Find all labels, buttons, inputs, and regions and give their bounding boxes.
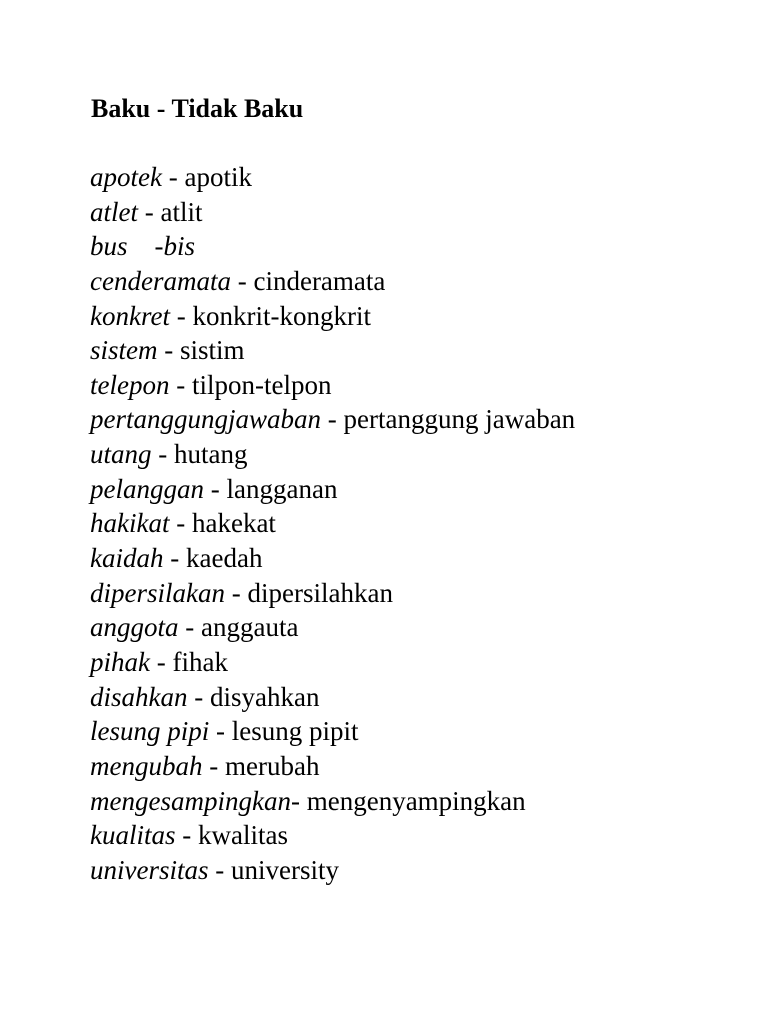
nonstandard-word: apotik xyxy=(184,162,252,192)
word-pair-row xyxy=(90,680,575,715)
separator: - xyxy=(169,300,193,331)
separator: - xyxy=(225,577,248,608)
nonstandard-word: atlit xyxy=(160,196,203,227)
standard-word: universitas xyxy=(90,854,209,885)
nonstandard-word: anggauta xyxy=(201,612,299,643)
word-pair-row xyxy=(90,645,575,680)
standard-word: pelanggan xyxy=(90,473,204,504)
word-pair-row xyxy=(90,229,575,264)
word-pair-row xyxy=(90,368,575,403)
nonstandard-word: kwalitas xyxy=(198,820,288,851)
word-pair-row xyxy=(90,195,575,230)
word-pair-row xyxy=(90,333,575,368)
separator: - xyxy=(230,265,254,296)
separator: - xyxy=(204,473,227,504)
standard-word: lesung pipi xyxy=(90,716,210,747)
separator: - xyxy=(290,785,307,816)
separator: - xyxy=(161,162,185,192)
nonstandard-word: university xyxy=(231,854,339,885)
nonstandard-word: kaedah xyxy=(186,543,263,574)
nonstandard-word: konkrit-kongkrit xyxy=(192,300,371,331)
word-pair-row xyxy=(90,264,575,299)
nonstandard-word: pertanggung jawaban xyxy=(343,404,576,435)
standard-word: hakikat xyxy=(90,508,170,539)
nonstandard-word: sistim xyxy=(180,335,245,366)
word-pair-row xyxy=(90,402,575,437)
word-pair-row xyxy=(90,818,575,853)
separator: - xyxy=(169,369,192,400)
nonstandard-word: hakekat xyxy=(191,508,276,539)
word-pair-row xyxy=(90,784,575,819)
standard-word: dipersilakan xyxy=(90,577,225,608)
separator: - xyxy=(208,854,231,885)
document-title: Baku - Tidak Baku xyxy=(91,94,304,123)
separator: - xyxy=(178,612,202,643)
standard-word: disahkan xyxy=(90,681,188,712)
separator: - xyxy=(209,716,232,747)
separator: - xyxy=(127,231,164,262)
word-pair-row xyxy=(90,714,575,749)
nonstandard-word: tilpon-telpon xyxy=(191,369,332,400)
standard-word: bus xyxy=(90,231,128,262)
word-pair-row xyxy=(90,506,575,541)
separator: - xyxy=(202,750,225,781)
word-pair-row xyxy=(90,541,575,576)
word-pair-row xyxy=(90,437,575,472)
nonstandard-word: cinderamata xyxy=(253,265,386,296)
word-pair-list xyxy=(90,160,575,887)
standard-word: konkret xyxy=(90,300,170,331)
standard-word: cenderamata xyxy=(90,265,231,296)
separator: - xyxy=(150,646,173,677)
word-pair-row xyxy=(90,299,575,334)
separator: - xyxy=(138,196,161,227)
word-pair-row xyxy=(90,160,575,195)
standard-word: utang xyxy=(90,439,152,470)
nonstandard-word: hutang xyxy=(174,439,248,470)
nonstandard-word: lesung pipit xyxy=(231,716,359,747)
standard-word: mengesampingkan xyxy=(90,785,291,816)
separator: - xyxy=(151,439,175,470)
separator: - xyxy=(157,335,180,366)
standard-word: kaidah xyxy=(90,543,164,574)
separator: - xyxy=(187,681,210,712)
standard-word: telepon xyxy=(90,369,170,400)
nonstandard-word: langganan xyxy=(226,473,338,504)
standard-word: sistem xyxy=(90,335,158,366)
standard-word: anggota xyxy=(90,612,179,643)
nonstandard-word: bis xyxy=(163,231,196,262)
nonstandard-word: dipersilahkan xyxy=(247,577,393,608)
separator: - xyxy=(163,543,186,574)
word-pair-row xyxy=(90,853,575,888)
standard-word: pertanggungjawaban xyxy=(90,404,322,435)
word-pair-row xyxy=(90,610,575,645)
standard-word: atlet xyxy=(90,196,138,227)
nonstandard-word: merubah xyxy=(224,750,320,781)
nonstandard-word: disyahkan xyxy=(210,681,320,712)
separator: - xyxy=(169,508,192,539)
separator: - xyxy=(175,820,198,851)
standard-word: kualitas xyxy=(90,820,176,851)
standard-word: apotek xyxy=(90,162,162,192)
word-pair-row xyxy=(90,576,575,611)
word-pair-row xyxy=(90,472,575,507)
standard-word: pihak xyxy=(90,646,150,677)
separator: - xyxy=(321,404,344,435)
word-pair-row xyxy=(90,749,575,784)
nonstandard-word: fihak xyxy=(172,646,228,677)
nonstandard-word: mengenyampingkan xyxy=(306,785,526,816)
standard-word: mengubah xyxy=(90,750,203,781)
